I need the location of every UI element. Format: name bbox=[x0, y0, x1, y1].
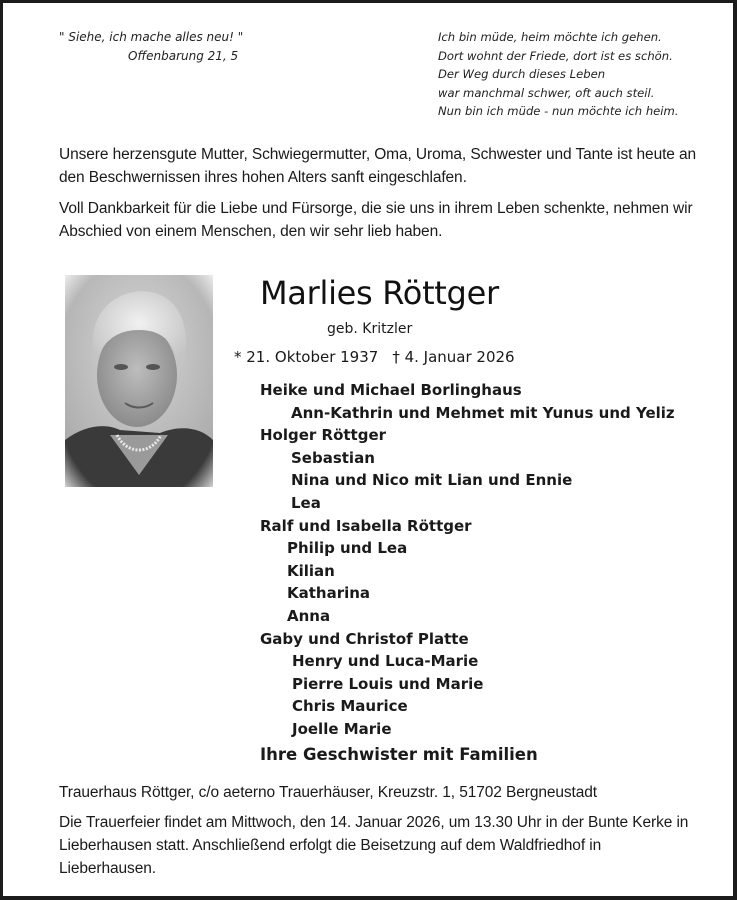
birth-name: geb. Kritzler bbox=[327, 321, 413, 337]
portrait-illustration bbox=[65, 275, 213, 487]
family-child: Kilian bbox=[287, 561, 335, 580]
intro-paragraph: Unsere herzensgute Mutter, Schwiegermutter, Oma, Uroma, Schwester und Tante ist heute an den Beschwernissen ihres hohen Alters sanft eingeschlafen. bbox=[59, 146, 697, 186]
bible-quote bbox=[59, 28, 243, 66]
siblings-line: Ihre Geschwister mit Familien bbox=[260, 745, 538, 764]
poem-line: Ich bin müde, heim möchte ich gehen. bbox=[438, 30, 662, 44]
family-child: Chris Maurice bbox=[292, 697, 408, 716]
family-child: Sebastian bbox=[291, 448, 375, 467]
death-date: † 4. Januar 2026 bbox=[392, 348, 515, 366]
family-child: Anna bbox=[287, 606, 331, 625]
family-child: Lea bbox=[291, 493, 321, 512]
family-list bbox=[260, 379, 675, 741]
intro-paragraph: Voll Dankbarkeit für die Liebe und Fürsorge, die sie uns in ihrem Leben schenkte, nehmen wir Abschied von einem Menschen, den wir sehr lieb haben. bbox=[59, 200, 693, 240]
family-child: Ann-Kathrin und Mehmet mit Yunus und Yeliz bbox=[291, 403, 675, 422]
poem-line: Dort wohnt der Friede, dort ist es schön. bbox=[438, 48, 673, 63]
family-child: Philip und Lea bbox=[287, 539, 408, 558]
family-child: Joelle Marie bbox=[292, 719, 392, 738]
family-child: Henry und Luca-Marie bbox=[292, 652, 479, 671]
service-details: Die Trauerfeier findet am Mittwoch, den 14. Januar 2026, um 13.30 Uhr in der Bunte Kerke in Lieberhausen statt. Anschließend erfolgt die Beisetzung auf dem Waldfriedhof in Lieberhausen. bbox=[59, 814, 689, 877]
birth-date: * 21. Oktober 1937 bbox=[234, 348, 379, 366]
family-child: Pierre Louis und Marie bbox=[292, 674, 484, 693]
poem-line: war manchmal schwer, oft auch steil. bbox=[438, 85, 655, 100]
family-child: Nina und Nico mit Lian und Ennie bbox=[291, 471, 573, 490]
poem bbox=[438, 28, 679, 121]
poem-line: Der Weg durch dieses Leben bbox=[438, 67, 606, 81]
deceased-name: Marlies Röttger bbox=[260, 274, 499, 312]
family-parents: Ralf und Isabella Röttger bbox=[260, 516, 472, 535]
portrait-photo bbox=[65, 275, 213, 487]
life-dates bbox=[234, 346, 515, 368]
quote-source: Offenbarung 21, 5 bbox=[128, 49, 239, 63]
quote-text: " Siehe, ich mache alles neu! " bbox=[59, 30, 244, 44]
footer-info bbox=[59, 781, 699, 887]
family-child: Katharina bbox=[287, 584, 371, 603]
intro-text bbox=[59, 143, 699, 251]
poem-line: Nun bin ich müde - nun möchte ich heim. bbox=[438, 104, 679, 118]
mourning-address: Trauerhaus Röttger, c/o aeterno Trauerhäuser, Kreuzstr. 1, 51702 Bergneustadt bbox=[59, 784, 598, 801]
family-parents: Heike und Michael Borlinghaus bbox=[260, 381, 522, 399]
family-parents: Gaby und Christof Platte bbox=[260, 629, 469, 648]
family-parents: Holger Röttger bbox=[260, 426, 387, 445]
